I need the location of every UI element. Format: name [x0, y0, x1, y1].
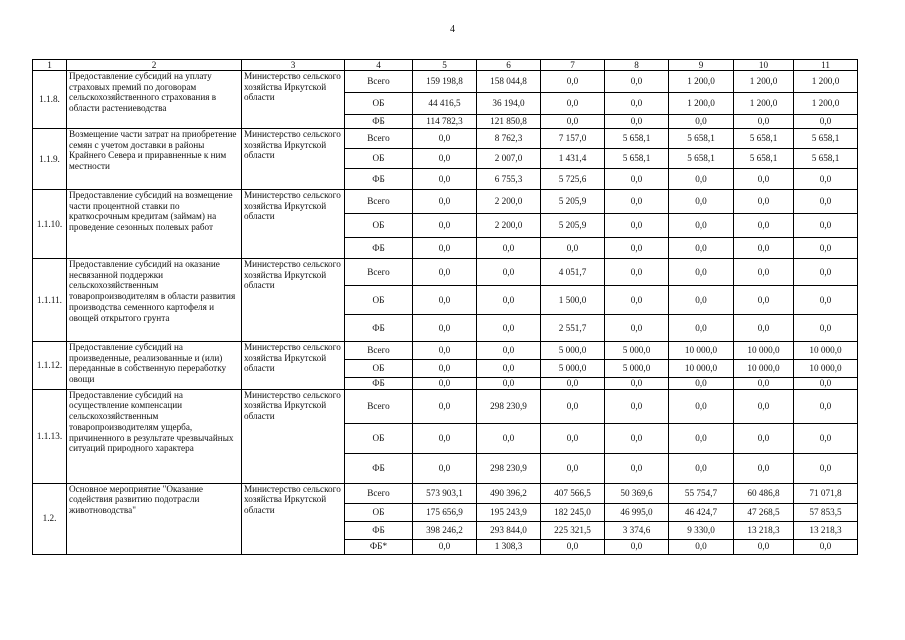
amount-cell: 46 424,7: [669, 503, 734, 521]
amount-cell: 0,0: [669, 315, 734, 342]
funding-source: Всего: [345, 190, 413, 214]
amount-cell: 0,0: [541, 378, 605, 390]
amount-cell: 293 844,0: [477, 521, 541, 539]
amount-cell: 0,0: [669, 190, 734, 214]
header-cell: 3: [242, 60, 345, 71]
amount-cell: 114 782,3: [413, 115, 477, 129]
amount-cell: 159 198,8: [413, 71, 477, 93]
header-cell: 4: [345, 60, 413, 71]
amount-cell: 398 246,2: [413, 521, 477, 539]
amount-cell: 0,0: [605, 115, 669, 129]
amount-cell: 0,0: [605, 539, 669, 554]
amount-cell: 0,0: [413, 129, 477, 149]
header-row: [33, 60, 858, 71]
amount-cell: 298 230,9: [477, 389, 541, 423]
amount-cell: 5 205,9: [541, 190, 605, 214]
header-cell: 10: [734, 60, 794, 71]
amount-cell: 0,0: [605, 315, 669, 342]
funding-source: Всего: [345, 259, 413, 286]
amount-cell: 8 762,3: [477, 129, 541, 149]
funding-source: ОБ: [345, 93, 413, 115]
amount-cell: 5 658,1: [669, 149, 734, 169]
amount-cell: 1 200,0: [734, 71, 794, 93]
amount-cell: 47 268,5: [734, 503, 794, 521]
amount-cell: 0,0: [734, 169, 794, 190]
amount-cell: 1 200,0: [734, 93, 794, 115]
amount-cell: 195 243,9: [477, 503, 541, 521]
amount-cell: 225 321,5: [541, 521, 605, 539]
amount-cell: 0,0: [794, 453, 858, 483]
amount-cell: 0,0: [413, 360, 477, 378]
amount-cell: 0,0: [477, 378, 541, 390]
amount-cell: 0,0: [541, 238, 605, 259]
amount-cell: 1 431,4: [541, 149, 605, 169]
item-number: 1.1.9.: [33, 129, 67, 190]
amount-cell: 0,0: [734, 423, 794, 453]
funding-source: Всего: [345, 129, 413, 149]
amount-cell: 5 658,1: [794, 149, 858, 169]
amount-cell: 10 000,0: [669, 360, 734, 378]
amount-cell: 0,0: [477, 342, 541, 360]
amount-cell: 10 000,0: [734, 360, 794, 378]
amount-cell: 7 157,0: [541, 129, 605, 149]
amount-cell: 4 051,7: [541, 259, 605, 286]
amount-cell: 46 995,0: [605, 503, 669, 521]
table-row: [33, 129, 858, 149]
amount-cell: 0,0: [413, 169, 477, 190]
funding-source: Всего: [345, 389, 413, 423]
amount-cell: 0,0: [605, 453, 669, 483]
amount-cell: 0,0: [794, 389, 858, 423]
item-executor: Министерство сельского хозяйства Иркутской области: [242, 483, 345, 554]
header-cell: 11: [794, 60, 858, 71]
amount-cell: 0,0: [794, 169, 858, 190]
amount-cell: 0,0: [413, 315, 477, 342]
amount-cell: 5 205,9: [541, 214, 605, 238]
amount-cell: 5 658,1: [734, 129, 794, 149]
amount-cell: 2 007,0: [477, 149, 541, 169]
amount-cell: 0,0: [794, 539, 858, 554]
amount-cell: 6 755,3: [477, 169, 541, 190]
amount-cell: 0,0: [669, 378, 734, 390]
funding-source: ОБ: [345, 214, 413, 238]
amount-cell: 490 396,2: [477, 483, 541, 503]
amount-cell: 0,0: [541, 453, 605, 483]
amount-cell: 0,0: [794, 115, 858, 129]
funding-source: Всего: [345, 483, 413, 503]
amount-cell: 0,0: [734, 315, 794, 342]
amount-cell: 0,0: [605, 190, 669, 214]
amount-cell: 0,0: [413, 259, 477, 286]
amount-cell: 0,0: [734, 238, 794, 259]
funding-source: ФБ*: [345, 539, 413, 554]
amount-cell: 5 000,0: [541, 342, 605, 360]
amount-cell: 407 566,5: [541, 483, 605, 503]
item-name: Предоставление субсидий на уплату страховых премий по договорам сельскохозяйственного страхования в области растениеводства: [67, 71, 242, 129]
amount-cell: 5 000,0: [605, 342, 669, 360]
amount-cell: 0,0: [605, 259, 669, 286]
amount-cell: 1 200,0: [669, 93, 734, 115]
amount-cell: 0,0: [794, 378, 858, 390]
amount-cell: 5 658,1: [605, 149, 669, 169]
header-cell: 8: [605, 60, 669, 71]
amount-cell: 44 416,5: [413, 93, 477, 115]
item-name: Предоставление субсидий на возмещение части процентной ставки по краткосрочным кредитам (займам) на проведение сезонных полевых работ: [67, 190, 242, 259]
amount-cell: 0,0: [734, 539, 794, 554]
item-name: Возмещение части затрат на приобретение семян с учетом доставки в районы Крайнего Севера и приравненные к ним местности: [67, 129, 242, 190]
amount-cell: 2 200,0: [477, 190, 541, 214]
amount-cell: 10 000,0: [669, 342, 734, 360]
amount-cell: 5 000,0: [605, 360, 669, 378]
amount-cell: 0,0: [605, 93, 669, 115]
amount-cell: 0,0: [541, 93, 605, 115]
amount-cell: 0,0: [413, 378, 477, 390]
amount-cell: 0,0: [669, 115, 734, 129]
item-number: 1.2.: [33, 483, 67, 554]
amount-cell: 10 000,0: [734, 342, 794, 360]
amount-cell: 0,0: [413, 149, 477, 169]
amount-cell: 0,0: [734, 389, 794, 423]
budget-table: [32, 59, 858, 555]
amount-cell: 158 044,8: [477, 71, 541, 93]
amount-cell: 0,0: [669, 286, 734, 315]
item-name: Предоставление субсидий на произведенные, реализованные и (или) переданные в собственную переработку овощи: [67, 342, 242, 390]
amount-cell: 0,0: [541, 423, 605, 453]
amount-cell: 9 330,0: [669, 521, 734, 539]
amount-cell: 0,0: [477, 360, 541, 378]
amount-cell: 0,0: [541, 389, 605, 423]
amount-cell: 0,0: [605, 214, 669, 238]
amount-cell: 10 000,0: [794, 342, 858, 360]
amount-cell: 0,0: [794, 259, 858, 286]
amount-cell: 0,0: [413, 190, 477, 214]
amount-cell: 0,0: [477, 423, 541, 453]
amount-cell: 0,0: [605, 238, 669, 259]
amount-cell: 1 200,0: [669, 71, 734, 93]
amount-cell: 5 658,1: [734, 149, 794, 169]
amount-cell: 60 486,8: [734, 483, 794, 503]
header-cell: 1: [33, 60, 67, 71]
table-row: [33, 259, 858, 286]
amount-cell: 0,0: [413, 214, 477, 238]
amount-cell: 0,0: [477, 238, 541, 259]
amount-cell: 0,0: [413, 423, 477, 453]
amount-cell: 182 245,0: [541, 503, 605, 521]
header-cell: 6: [477, 60, 541, 71]
amount-cell: 0,0: [541, 71, 605, 93]
amount-cell: 5 000,0: [541, 360, 605, 378]
funding-source: ФБ: [345, 315, 413, 342]
amount-cell: 71 071,8: [794, 483, 858, 503]
item-executor: Министерство сельского хозяйства Иркутской области: [242, 190, 345, 259]
item-number: 1.1.10.: [33, 190, 67, 259]
table-body: [33, 71, 858, 555]
amount-cell: 121 850,8: [477, 115, 541, 129]
amount-cell: 0,0: [413, 342, 477, 360]
amount-cell: 1 200,0: [794, 93, 858, 115]
amount-cell: 2 200,0: [477, 214, 541, 238]
amount-cell: 0,0: [605, 389, 669, 423]
table-row: [33, 342, 858, 360]
amount-cell: 0,0: [794, 286, 858, 315]
amount-cell: 50 369,6: [605, 483, 669, 503]
amount-cell: 36 194,0: [477, 93, 541, 115]
amount-cell: 0,0: [541, 115, 605, 129]
item-number: 1.1.11.: [33, 259, 67, 342]
amount-cell: 0,0: [734, 286, 794, 315]
amount-cell: 5 658,1: [794, 129, 858, 149]
amount-cell: 0,0: [794, 315, 858, 342]
item-name: Основное мероприятие "Оказание содействия развитию подотрасли животноводства": [67, 483, 242, 554]
amount-cell: 0,0: [669, 539, 734, 554]
funding-source: ФБ: [345, 115, 413, 129]
amount-cell: 298 230,9: [477, 453, 541, 483]
amount-cell: 0,0: [794, 423, 858, 453]
table-row: [33, 190, 858, 214]
amount-cell: 0,0: [669, 214, 734, 238]
amount-cell: 1 200,0: [794, 71, 858, 93]
table-row: [33, 71, 858, 93]
funding-source: ФБ: [345, 378, 413, 390]
item-name: Предоставление субсидий на осуществление компенсации сельскохозяйственным товаропроизводителям ущерба, причиненного в результате чрезвычайных ситуаций природного характера: [67, 389, 242, 483]
amount-cell: 5 658,1: [669, 129, 734, 149]
header-cell: 9: [669, 60, 734, 71]
amount-cell: 573 903,1: [413, 483, 477, 503]
amount-cell: 0,0: [794, 190, 858, 214]
amount-cell: 0,0: [734, 115, 794, 129]
item-executor: Министерство сельского хозяйства Иркутской области: [242, 129, 345, 190]
amount-cell: 0,0: [734, 378, 794, 390]
amount-cell: 0,0: [605, 423, 669, 453]
amount-cell: 0,0: [605, 71, 669, 93]
funding-source: ОБ: [345, 360, 413, 378]
funding-source: ФБ: [345, 169, 413, 190]
amount-cell: 0,0: [669, 453, 734, 483]
item-executor: Министерство сельского хозяйства Иркутской области: [242, 259, 345, 342]
amount-cell: 0,0: [734, 259, 794, 286]
amount-cell: 0,0: [669, 169, 734, 190]
amount-cell: 0,0: [734, 190, 794, 214]
amount-cell: 13 218,3: [794, 521, 858, 539]
header-cell: 2: [67, 60, 242, 71]
header-cell: 7: [541, 60, 605, 71]
amount-cell: 0,0: [413, 539, 477, 554]
item-executor: Министерство сельского хозяйства Иркутской области: [242, 389, 345, 483]
funding-source: ОБ: [345, 286, 413, 315]
table-row: [33, 483, 858, 503]
amount-cell: 5 658,1: [605, 129, 669, 149]
table-row: [33, 389, 858, 423]
funding-source: ОБ: [345, 503, 413, 521]
amount-cell: 0,0: [734, 214, 794, 238]
amount-cell: 0,0: [477, 259, 541, 286]
amount-cell: 57 853,5: [794, 503, 858, 521]
item-number: 1.1.12.: [33, 342, 67, 390]
funding-source: ФБ: [345, 453, 413, 483]
amount-cell: 13 218,3: [734, 521, 794, 539]
amount-cell: 0,0: [413, 453, 477, 483]
amount-cell: 0,0: [541, 539, 605, 554]
amount-cell: 0,0: [794, 238, 858, 259]
funding-source: Всего: [345, 71, 413, 93]
amount-cell: 1 500,0: [541, 286, 605, 315]
amount-cell: 55 754,7: [669, 483, 734, 503]
amount-cell: 0,0: [605, 169, 669, 190]
amount-cell: 3 374,6: [605, 521, 669, 539]
amount-cell: 0,0: [669, 423, 734, 453]
amount-cell: 0,0: [413, 389, 477, 423]
amount-cell: 0,0: [734, 453, 794, 483]
header-cell: 5: [413, 60, 477, 71]
page-number: 4: [450, 24, 455, 35]
item-executor: Министерство сельского хозяйства Иркутской области: [242, 71, 345, 129]
funding-source: ФБ: [345, 521, 413, 539]
item-executor: Министерство сельского хозяйства Иркутской области: [242, 342, 345, 390]
amount-cell: 0,0: [669, 259, 734, 286]
amount-cell: 0,0: [669, 389, 734, 423]
amount-cell: 0,0: [605, 286, 669, 315]
amount-cell: 5 725,6: [541, 169, 605, 190]
amount-cell: 0,0: [477, 286, 541, 315]
amount-cell: 0,0: [413, 238, 477, 259]
amount-cell: 1 308,3: [477, 539, 541, 554]
funding-source: ОБ: [345, 423, 413, 453]
amount-cell: 0,0: [477, 315, 541, 342]
funding-source: ФБ: [345, 238, 413, 259]
funding-source: ОБ: [345, 149, 413, 169]
amount-cell: 0,0: [669, 238, 734, 259]
amount-cell: 0,0: [605, 378, 669, 390]
amount-cell: 2 551,7: [541, 315, 605, 342]
item-name: Предоставление субсидий на оказание несвязанной поддержки сельскохозяйственным товаропроизводителям в области развития производства семенного картофеля и овощей открытого грунта: [67, 259, 242, 342]
amount-cell: 10 000,0: [794, 360, 858, 378]
amount-cell: 0,0: [794, 214, 858, 238]
item-number: 1.1.8.: [33, 71, 67, 129]
item-number: 1.1.13.: [33, 389, 67, 483]
amount-cell: 175 656,9: [413, 503, 477, 521]
amount-cell: 0,0: [413, 286, 477, 315]
funding-source: Всего: [345, 342, 413, 360]
